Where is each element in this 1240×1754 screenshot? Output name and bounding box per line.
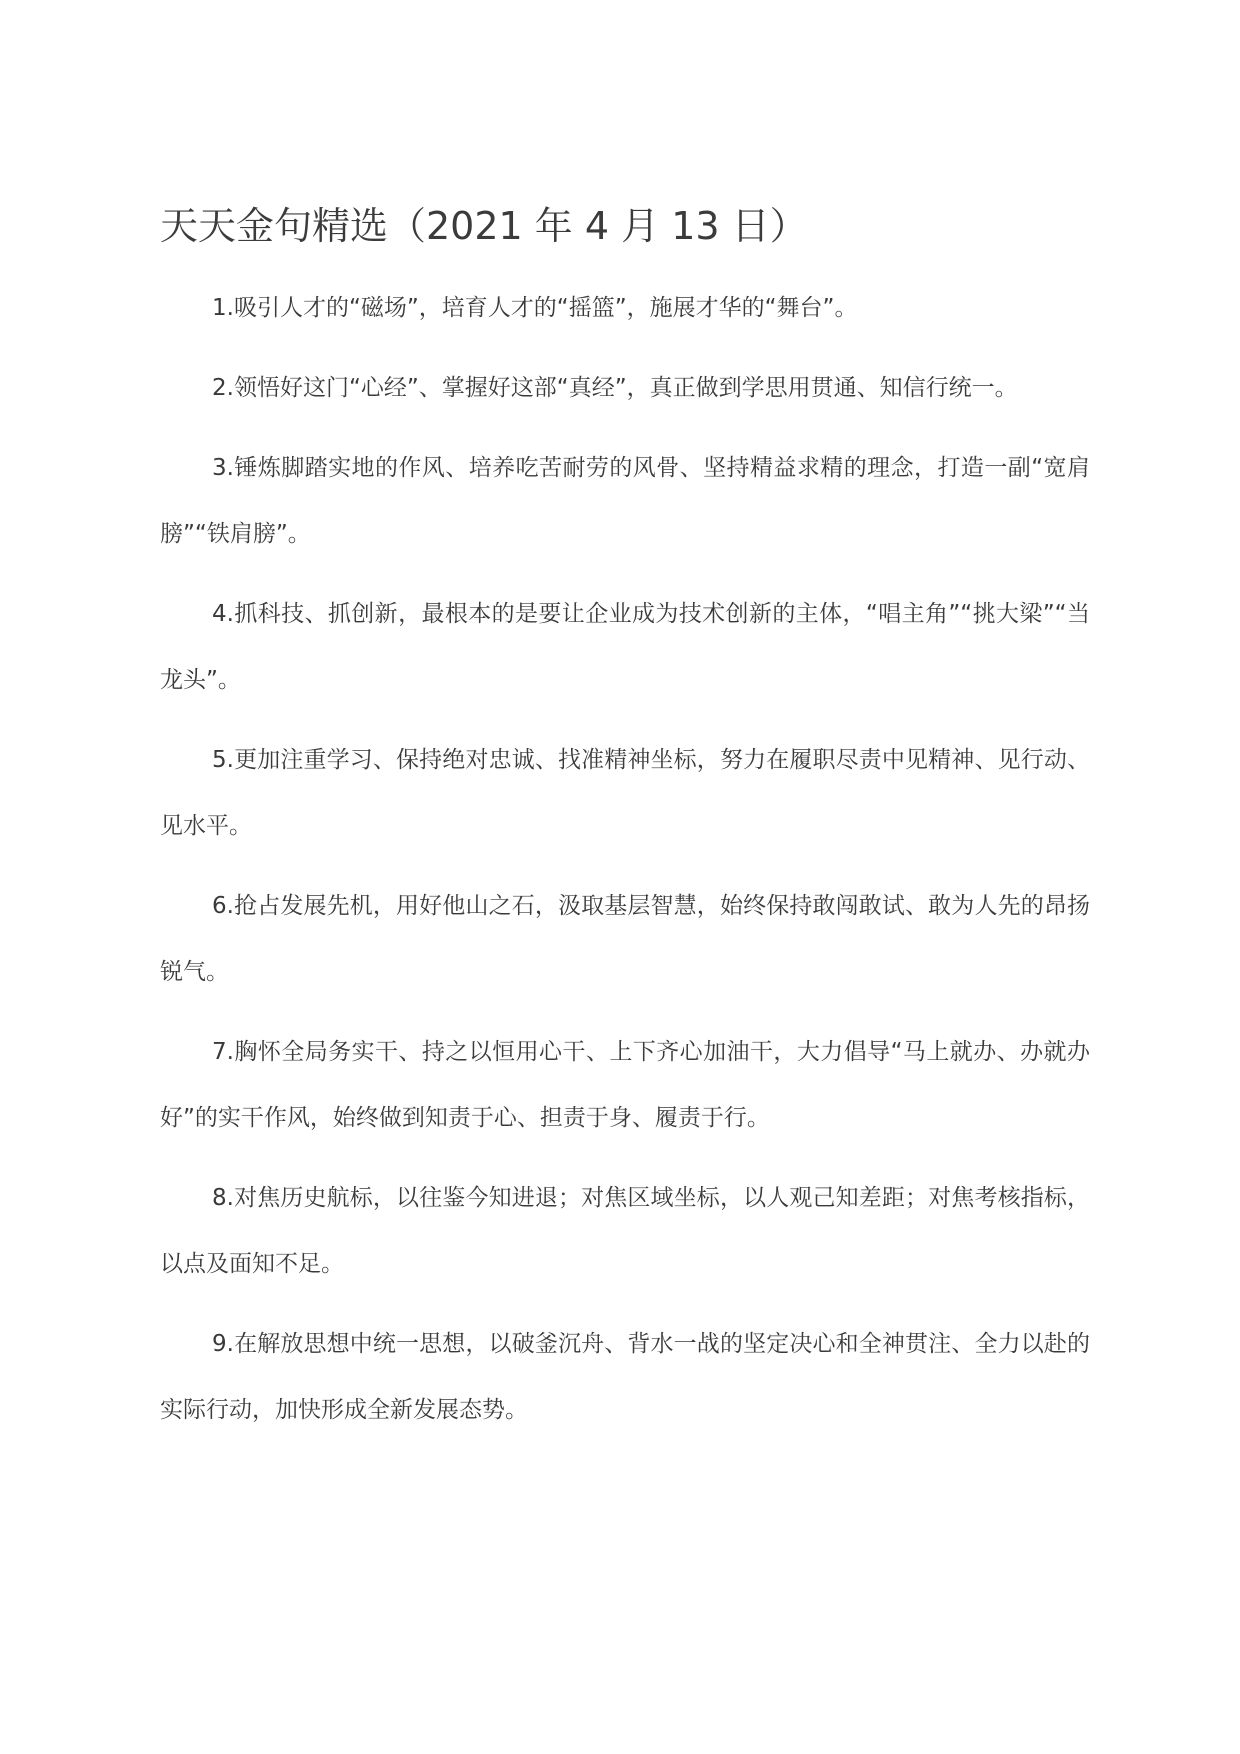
- quote-item-4: 4.抓科技、抓创新，最根本的是要让企业成为技术创新的主体，“唱主角”“挑大梁”“当龙头”。: [160, 601, 1090, 693]
- quote-item-7: 7.胸怀全局务实干、持之以恒用心干、上下齐心加油干，大力倡导“马上就办、办就办好”的实干作风，始终做到知责于心、担责于身、履责于行。: [160, 1039, 1090, 1131]
- page-title: 天天金句精选（2021 年 4 月 13 日）: [160, 204, 808, 248]
- quote-item-5: 5.更加注重学习、保持绝对忠诚、找准精神坐标，努力在履职尽责中见精神、见行动、见水平。: [160, 747, 1090, 839]
- quote-item-8: 8.对焦历史航标，以往鉴今知进退；对焦区域坐标，以人观己知差距；对焦考核指标，以点及面知不足。: [160, 1185, 1090, 1277]
- quote-item-2: 2.领悟好这门“心经”、掌握好这部“真经”，真正做到学思用贯通、知信行统一。: [212, 375, 1018, 401]
- quote-item-3: 3.锤炼脚踏实地的作风、培养吃苦耐劳的风骨、坚持精益求精的理念，打造一副“宽肩膀”“铁肩膀”。: [160, 455, 1090, 547]
- quote-list: [160, 275, 1090, 1457]
- quote-item-9: 9.在解放思想中统一思想，以破釜沉舟、背水一战的坚定决心和全神贯注、全力以赴的实际行动，加快形成全新发展态势。: [160, 1331, 1090, 1423]
- quote-item-6: 6.抢占发展先机，用好他山之石，汲取基层智慧，始终保持敢闯敢试、敢为人先的昂扬锐气。: [160, 893, 1090, 985]
- quote-item-1: 1.吸引人才的“磁场”，培育人才的“摇篮”，施展才华的“舞台”。: [212, 295, 858, 321]
